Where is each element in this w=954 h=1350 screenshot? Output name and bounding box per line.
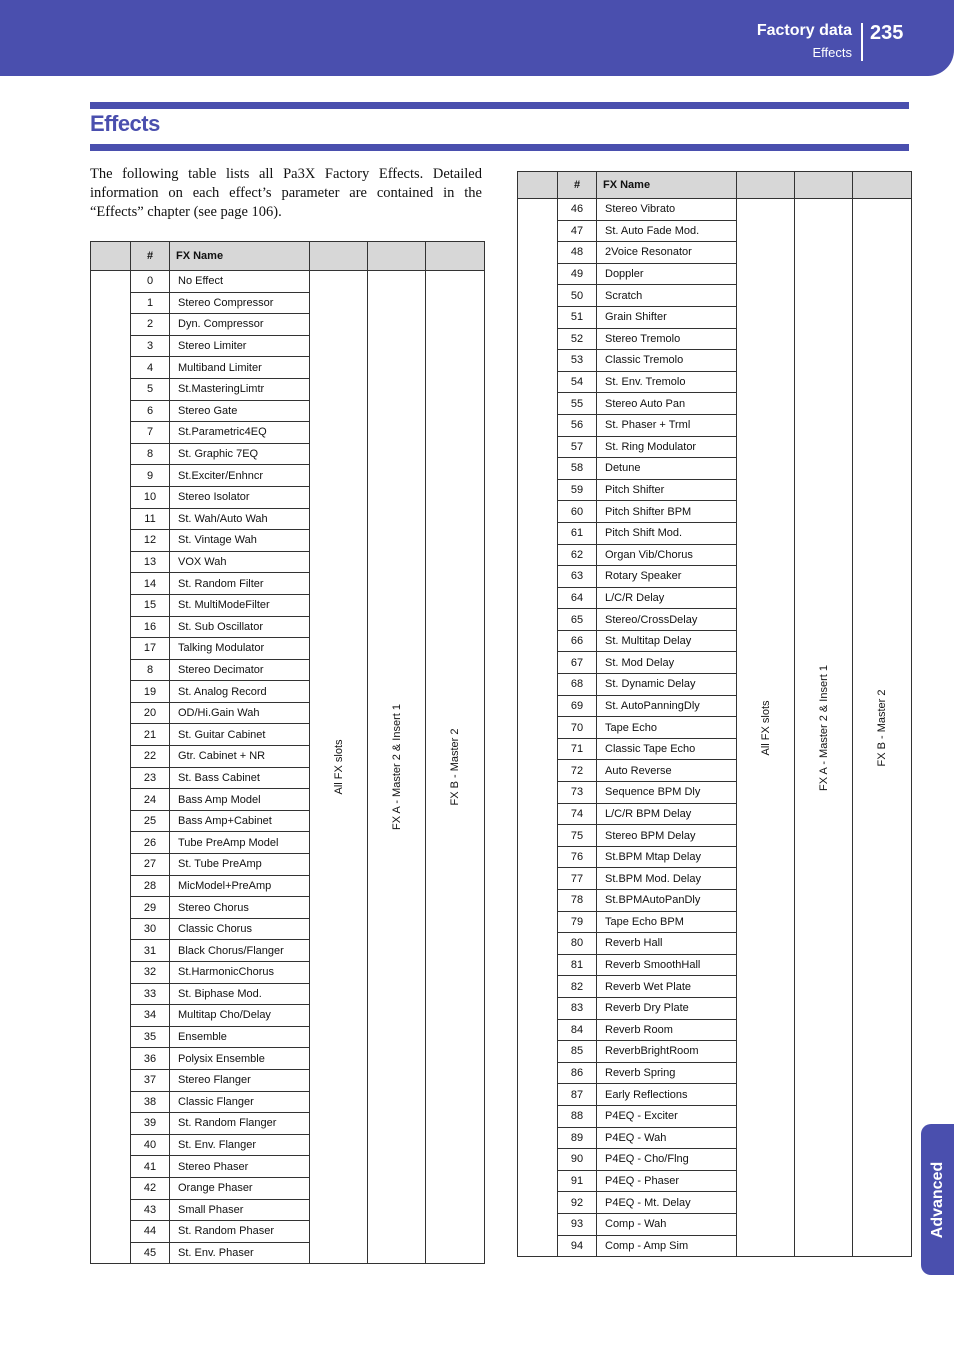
header-fx-name: FX Name: [597, 172, 737, 199]
fx-number: 20: [131, 702, 170, 724]
header-blank-cell: [91, 242, 131, 271]
fx-number: 62: [558, 544, 597, 566]
fx-number: 49: [558, 263, 597, 285]
fx-number: 39: [131, 1113, 170, 1135]
fx-number: 15: [131, 594, 170, 616]
fx-name: St.BPMAutoPanDly: [597, 890, 737, 912]
table-header-row: [91, 242, 485, 271]
fx-number: 69: [558, 695, 597, 717]
fx-number: 26: [131, 832, 170, 854]
fx-number: 27: [131, 854, 170, 876]
fx-number: 1: [131, 292, 170, 314]
fx-name: St.Parametric4EQ: [170, 422, 310, 444]
fx-number: 80: [558, 933, 597, 955]
fx-name: St.BPM Mod. Delay: [597, 868, 737, 890]
fx-name: St. Env. Tremolo: [597, 371, 737, 393]
fx-number: 23: [131, 767, 170, 789]
fx-name: Comp - Wah: [597, 1213, 737, 1235]
fx-number: 84: [558, 1019, 597, 1041]
fx-name: Classic Flanger: [170, 1091, 310, 1113]
page-number: 235: [870, 22, 904, 44]
fx-name: Stereo Tremolo: [597, 328, 737, 350]
table-row: [518, 199, 912, 221]
fx-name: Multiband Limiter: [170, 357, 310, 379]
fx-number: 87: [558, 1084, 597, 1106]
slot-label: All FX slots: [332, 739, 345, 795]
fx-number: 24: [131, 789, 170, 811]
fx-name: St. Vintage Wah: [170, 530, 310, 552]
slot-label: FX A - Master 2 & Insert 1: [390, 704, 403, 831]
fx-name: Stereo Isolator: [170, 486, 310, 508]
slot-label: FX B - Master 2: [449, 728, 461, 806]
fx-number: 43: [131, 1199, 170, 1221]
fx-name: OD/Hi.Gain Wah: [170, 702, 310, 724]
fx-name: P4EQ - Exciter: [597, 1105, 737, 1127]
fx-name: Pitch Shifter: [597, 479, 737, 501]
header-number: #: [131, 242, 170, 271]
fx-number: 86: [558, 1062, 597, 1084]
fx-name: Reverb Hall: [597, 933, 737, 955]
header-fx-name: FX Name: [170, 242, 310, 271]
fx-number: 47: [558, 220, 597, 242]
fx-name: Sequence BPM Dly: [597, 782, 737, 804]
fx-name: Polysix Ensemble: [170, 1048, 310, 1070]
fx-number: 9: [131, 465, 170, 487]
fx-number: 12: [131, 530, 170, 552]
effects-table-right: [517, 171, 912, 1257]
fx-name: St. Phaser + Trml: [597, 414, 737, 436]
fx-name: St. Env. Flanger: [170, 1134, 310, 1156]
fx-number: 72: [558, 760, 597, 782]
fx-name: Rotary Speaker: [597, 566, 737, 588]
fx-name: Stereo Compressor: [170, 292, 310, 314]
fx-number: 52: [558, 328, 597, 350]
fx-number: 67: [558, 652, 597, 674]
fx-number: 6: [131, 400, 170, 422]
fx-name: St. Tube PreAmp: [170, 854, 310, 876]
fx-name: 2Voice Resonator: [597, 242, 737, 264]
fx-number: 90: [558, 1149, 597, 1171]
fx-number: 82: [558, 976, 597, 998]
fx-number: 3: [131, 335, 170, 357]
fx-name: MicModel+PreAmp: [170, 875, 310, 897]
fx-name: Reverb Spring: [597, 1062, 737, 1084]
header-slot-fx-a: [795, 172, 853, 199]
fx-name: Dyn. Compressor: [170, 314, 310, 336]
fx-number: 36: [131, 1048, 170, 1070]
header-slot-fx-a: [368, 242, 426, 271]
fx-number: 8: [131, 443, 170, 465]
fx-number: 48: [558, 242, 597, 264]
fx-name: P4EQ - Mt. Delay: [597, 1192, 737, 1214]
slot-fx-b-master2: [426, 271, 485, 1264]
fx-name: Stereo/CrossDelay: [597, 609, 737, 631]
fx-name: Detune: [597, 458, 737, 480]
header-slot-all: [737, 172, 795, 199]
fx-name: Reverb SmoothHall: [597, 954, 737, 976]
fx-name: St.Exciter/Enhncr: [170, 465, 310, 487]
fx-name: VOX Wah: [170, 551, 310, 573]
fx-number: 38: [131, 1091, 170, 1113]
fx-name: St. Ring Modulator: [597, 436, 737, 458]
header-number: #: [558, 172, 597, 199]
fx-number: 75: [558, 825, 597, 847]
fx-name: Ensemble: [170, 1026, 310, 1048]
fx-name: St. Env. Phaser: [170, 1242, 310, 1264]
fx-name: Black Chorus/Flanger: [170, 940, 310, 962]
effects-table-right-body: [518, 199, 912, 1257]
intro-paragraph: The following table lists all Pa3X Factory Effects. Detailed information on each effect’s parameter are contained in the “Effects” chapter (see page 106).: [90, 166, 482, 220]
fx-name: P4EQ - Cho/Flng: [597, 1149, 737, 1171]
fx-name: St. Auto Fade Mod.: [597, 220, 737, 242]
fx-number: 73: [558, 782, 597, 804]
fx-name: L/C/R Delay: [597, 587, 737, 609]
fx-number: 41: [131, 1156, 170, 1178]
fx-number: 42: [131, 1177, 170, 1199]
fx-number: 14: [131, 573, 170, 595]
fx-name: St. Graphic 7EQ: [170, 443, 310, 465]
fx-name: Grain Shifter: [597, 306, 737, 328]
fx-name: L/C/R BPM Delay: [597, 803, 737, 825]
effects-table-left-body: [91, 271, 485, 1264]
section-tab-advanced[interactable]: [921, 1124, 954, 1275]
fx-number: 5: [131, 378, 170, 400]
fx-name: St. Guitar Cabinet: [170, 724, 310, 746]
table-row: [91, 271, 485, 293]
fx-number: 2: [131, 314, 170, 336]
fx-name: Bass Amp Model: [170, 789, 310, 811]
fx-name: St. Random Flanger: [170, 1113, 310, 1135]
fx-name: Early Reflections: [597, 1084, 737, 1106]
fx-name: Stereo Decimator: [170, 659, 310, 681]
fx-number: 61: [558, 522, 597, 544]
chapter-title: Factory data: [756, 22, 852, 39]
fx-name: St.BPM Mtap Delay: [597, 846, 737, 868]
table-header-row: [518, 172, 912, 199]
fx-number: 93: [558, 1213, 597, 1235]
fx-number: 74: [558, 803, 597, 825]
fx-number: 63: [558, 566, 597, 588]
header-slot-all: [310, 242, 368, 271]
fx-name: Reverb Dry Plate: [597, 997, 737, 1019]
fx-number: 45: [131, 1242, 170, 1264]
fx-name: St.HarmonicChorus: [170, 962, 310, 984]
fx-number: 30: [131, 918, 170, 940]
fx-number: 29: [131, 897, 170, 919]
fx-name: St. Sub Oscillator: [170, 616, 310, 638]
fx-name: St. Mod Delay: [597, 652, 737, 674]
fx-number: 4: [131, 357, 170, 379]
fx-number: 59: [558, 479, 597, 501]
fx-number: 92: [558, 1192, 597, 1214]
fx-name: Stereo Gate: [170, 400, 310, 422]
header-slot-fx-b: [426, 242, 485, 271]
header-slot-fx-b: [853, 172, 912, 199]
fx-name: St. Wah/Auto Wah: [170, 508, 310, 530]
fx-number: 0: [131, 271, 170, 293]
fx-number: 77: [558, 868, 597, 890]
fx-name: Talking Modulator: [170, 638, 310, 660]
fx-number: 16: [131, 616, 170, 638]
fx-number: 78: [558, 890, 597, 912]
fx-name: Stereo Auto Pan: [597, 393, 737, 415]
slot-fx-b-master2: [853, 199, 912, 1257]
fx-name: St. Random Filter: [170, 573, 310, 595]
fx-name: Multitap Cho/Delay: [170, 1005, 310, 1027]
fx-number: 57: [558, 436, 597, 458]
fx-name: Classic Chorus: [170, 918, 310, 940]
effects-table-left: [90, 241, 485, 1264]
fx-name: Classic Tape Echo: [597, 738, 737, 760]
chapter-subtitle: Effects: [812, 45, 852, 60]
fx-number: 28: [131, 875, 170, 897]
fx-name: Pitch Shifter BPM: [597, 501, 737, 523]
fx-number: 22: [131, 746, 170, 768]
fx-number: 11: [131, 508, 170, 530]
fx-name: ReverbBrightRoom: [597, 1041, 737, 1063]
section-tab-label: Advanced: [928, 1161, 946, 1238]
fx-number: 81: [558, 954, 597, 976]
fx-name: St. Biphase Mod.: [170, 983, 310, 1005]
fx-number: 65: [558, 609, 597, 631]
fx-number: 64: [558, 587, 597, 609]
fx-number: 56: [558, 414, 597, 436]
fx-name: Comp - Amp Sim: [597, 1235, 737, 1257]
fx-name: Stereo BPM Delay: [597, 825, 737, 847]
fx-number: 32: [131, 962, 170, 984]
fx-name: No Effect: [170, 271, 310, 293]
fx-name: St. MultiModeFilter: [170, 594, 310, 616]
fx-name: St. Bass Cabinet: [170, 767, 310, 789]
slot-label: All FX slots: [759, 700, 772, 756]
fx-number: 33: [131, 983, 170, 1005]
fx-name: P4EQ - Wah: [597, 1127, 737, 1149]
fx-name: Classic Tremolo: [597, 350, 737, 372]
fx-number: 19: [131, 681, 170, 703]
fx-name: P4EQ - Phaser: [597, 1170, 737, 1192]
fx-name: Tape Echo BPM: [597, 911, 737, 933]
fx-name: Orange Phaser: [170, 1177, 310, 1199]
fx-name: Gtr. Cabinet + NR: [170, 746, 310, 768]
fx-number: 88: [558, 1105, 597, 1127]
fx-name: St.MasteringLimtr: [170, 378, 310, 400]
fx-number: 31: [131, 940, 170, 962]
fx-name: Stereo Vibrato: [597, 199, 737, 221]
fx-name: Pitch Shift Mod.: [597, 522, 737, 544]
fx-number: 71: [558, 738, 597, 760]
fx-number: 46: [558, 199, 597, 221]
fx-number: 37: [131, 1069, 170, 1091]
fx-name: Reverb Room: [597, 1019, 737, 1041]
header-divider: [861, 23, 863, 61]
header-blank-cell: [518, 172, 558, 199]
fx-number: 7: [131, 422, 170, 444]
fx-number: 53: [558, 350, 597, 372]
fx-name: Small Phaser: [170, 1199, 310, 1221]
fx-name: St. AutoPanningDly: [597, 695, 737, 717]
row-blank-cell: [91, 271, 131, 1264]
fx-number: 58: [558, 458, 597, 480]
fx-number: 10: [131, 486, 170, 508]
fx-name: St. Dynamic Delay: [597, 674, 737, 696]
fx-name: Scratch: [597, 285, 737, 307]
fx-name: St. Analog Record: [170, 681, 310, 703]
fx-number: 21: [131, 724, 170, 746]
fx-number: 91: [558, 1170, 597, 1192]
fx-number: 44: [131, 1221, 170, 1243]
fx-name: Auto Reverse: [597, 760, 737, 782]
slot-label: FX A - Master 2 & Insert 1: [817, 664, 830, 791]
section-title: Effects: [90, 111, 160, 136]
slot-label: FX B - Master 2: [876, 689, 888, 767]
fx-number: 85: [558, 1041, 597, 1063]
fx-number: 66: [558, 630, 597, 652]
fx-number: 79: [558, 911, 597, 933]
slot-all-fx-slots: [737, 199, 795, 1257]
fx-number: 35: [131, 1026, 170, 1048]
fx-number: 13: [131, 551, 170, 573]
fx-name: Stereo Limiter: [170, 335, 310, 357]
fx-name: Reverb Wet Plate: [597, 976, 737, 998]
fx-number: 40: [131, 1134, 170, 1156]
fx-name: Tape Echo: [597, 717, 737, 739]
title-rule-top: [90, 102, 909, 109]
fx-number: 76: [558, 846, 597, 868]
slot-fx-a-master2-insert1: [795, 199, 853, 1257]
title-rule-bottom: [90, 144, 909, 151]
fx-number: 94: [558, 1235, 597, 1257]
fx-number: 70: [558, 717, 597, 739]
fx-number: 17: [131, 638, 170, 660]
fx-name: Organ Vib/Chorus: [597, 544, 737, 566]
fx-number: 60: [558, 501, 597, 523]
fx-name: Bass Amp+Cabinet: [170, 810, 310, 832]
row-blank-cell: [518, 199, 558, 1257]
fx-name: St. Random Phaser: [170, 1221, 310, 1243]
fx-name: Tube PreAmp Model: [170, 832, 310, 854]
slot-all-fx-slots: [310, 271, 368, 1264]
fx-number: 25: [131, 810, 170, 832]
fx-number: 55: [558, 393, 597, 415]
fx-name: Stereo Phaser: [170, 1156, 310, 1178]
fx-name: Doppler: [597, 263, 737, 285]
fx-number: 8: [131, 659, 170, 681]
fx-name: Stereo Chorus: [170, 897, 310, 919]
fx-number: 51: [558, 306, 597, 328]
slot-fx-a-master2-insert1: [368, 271, 426, 1264]
fx-number: 89: [558, 1127, 597, 1149]
fx-number: 54: [558, 371, 597, 393]
fx-name: St. Multitap Delay: [597, 630, 737, 652]
fx-number: 34: [131, 1005, 170, 1027]
fx-number: 50: [558, 285, 597, 307]
fx-number: 68: [558, 674, 597, 696]
fx-name: Stereo Flanger: [170, 1069, 310, 1091]
fx-number: 83: [558, 997, 597, 1019]
